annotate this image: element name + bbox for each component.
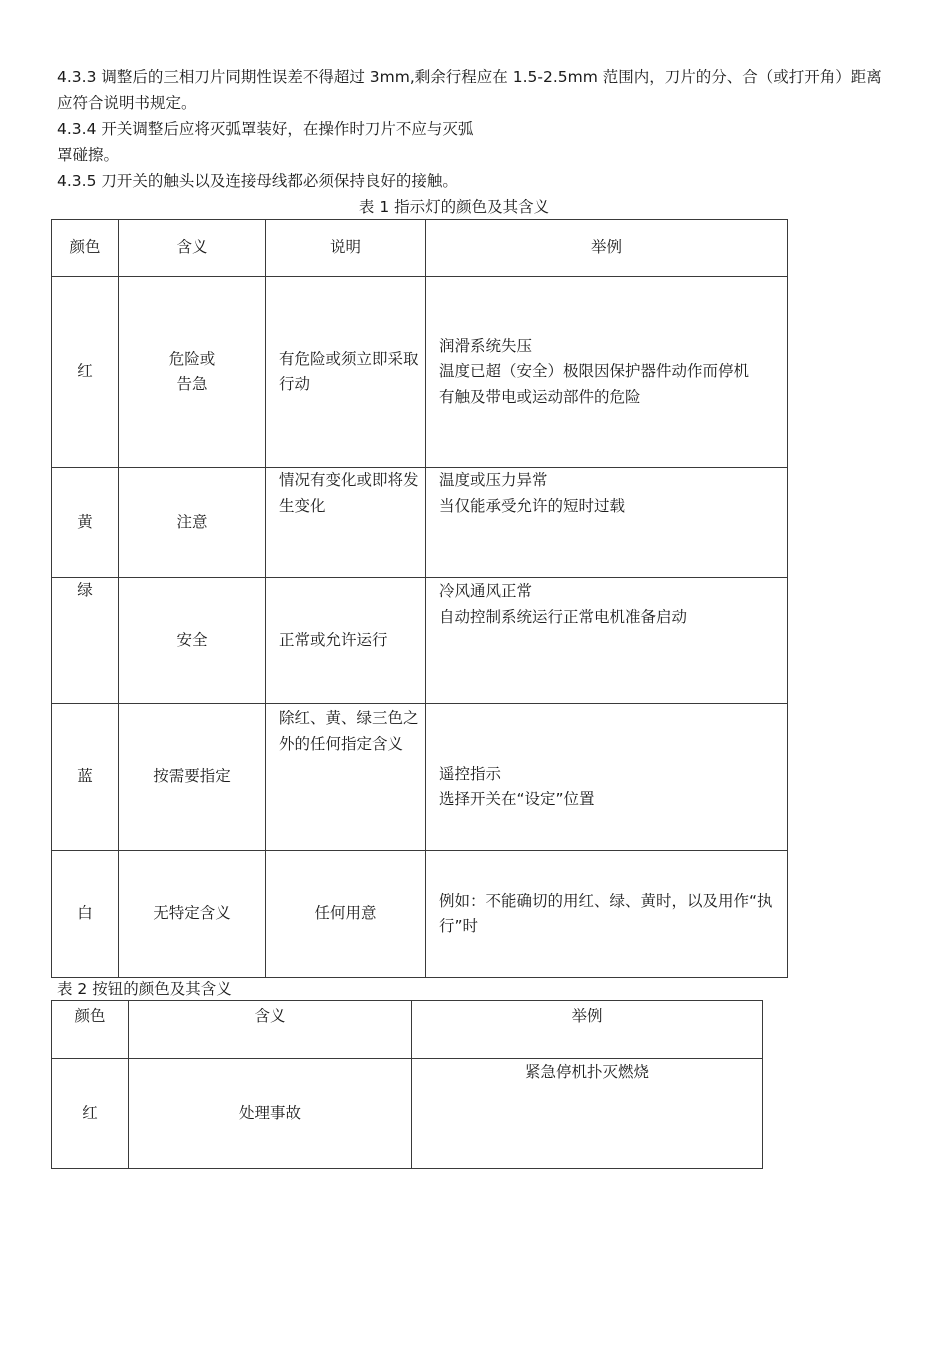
row-note: 任何用意 [266, 851, 426, 978]
table-row [52, 578, 788, 704]
paragraph-4-3-5: 4.3.5 刀开关的触头以及连接母线都必须保持良好的接触。 [57, 172, 458, 190]
row-examples [426, 578, 788, 704]
example-line: 润滑系统失压 [439, 336, 533, 355]
paragraph-4-3-3: 4.3.3 调整后的三相刀片同期性误差不得超过 3mm,剩余行程应在 1.5-2.5mm 范围内，刀片的分、合（或打开角）距离应符合说明书规定。 [57, 68, 882, 112]
example-line: 选择开关在“设定”位置 [439, 790, 595, 808]
example-line: 有触及带电或运动部件的危险 [439, 387, 641, 406]
example-line: 例如：不能确切的用红、绿、黄时，以及用作“执行”时 [439, 891, 773, 935]
row-meaning: 处理事故 [129, 1059, 412, 1169]
row-color: 红 [52, 1059, 129, 1169]
header-note: 说明 [266, 220, 426, 277]
meaning-line: 安全 [176, 630, 208, 649]
meaning-line: 注意 [176, 512, 208, 531]
row-note: 正常或允许运行 [266, 578, 426, 704]
table2-caption: 表 2 按钮的颜色及其含义 [57, 980, 232, 998]
table-row [52, 851, 788, 978]
header-meaning: 含义 [119, 220, 266, 277]
example-line: 遥控指示 [439, 764, 502, 783]
header-color: 颜色 [52, 220, 119, 277]
paragraph-4-3-4-line2: 罩碰擦。 [57, 146, 120, 164]
header-example: 举例 [412, 1001, 763, 1059]
row-examples [426, 704, 788, 851]
header-meaning: 含义 [129, 1001, 412, 1059]
row-color: 黄 [52, 468, 119, 578]
header-color: 颜色 [52, 1001, 129, 1059]
row-examples [426, 851, 788, 978]
table1-caption: 表 1 指示灯的颜色及其含义 [358, 198, 550, 216]
table1-header-row [52, 220, 788, 277]
row-meaning [119, 704, 266, 851]
table2-header-row [52, 1001, 763, 1059]
example-line: 自动控制系统运行正常电机准备启动 [439, 607, 688, 626]
example-line: 冷风通风正常 [439, 582, 533, 600]
paragraph-4-3-4-line1: 4.3.4 开关调整后应将灭弧罩装好，在操作时刀片不应与灭弧 [57, 120, 474, 138]
example-line: 温度已超（安全）极限因保护器件动作而停机 [439, 362, 750, 381]
table-row [52, 468, 788, 578]
indicator-light-table [51, 219, 788, 978]
example-line: 温度或压力异常 [439, 471, 548, 489]
button-color-table [51, 1000, 763, 1169]
row-meaning [119, 277, 266, 468]
row-examples [426, 468, 788, 578]
row-color: 红 [52, 277, 119, 468]
row-color: 蓝 [52, 704, 119, 851]
header-example: 举例 [426, 220, 788, 277]
row-meaning [119, 851, 266, 978]
example-line: 当仅能承受允许的短时过载 [439, 496, 626, 515]
table-row [52, 704, 788, 851]
row-note: 有危险或须立即采取行动 [266, 277, 426, 468]
row-example: 紧急停机扑灭燃烧 [412, 1059, 763, 1169]
table-row [52, 1059, 763, 1169]
meaning-line: 危险或 [168, 349, 216, 368]
meaning-line: 按需要指定 [153, 767, 231, 786]
meaning-line: 无特定含义 [153, 904, 231, 923]
row-examples [426, 277, 788, 468]
row-note: 情况有变化或即将发生变化 [266, 468, 426, 578]
row-color: 白 [52, 851, 119, 978]
row-color: 绿 [52, 578, 119, 704]
row-meaning [119, 578, 266, 704]
table-row [52, 277, 788, 468]
meaning-line: 告急 [176, 375, 208, 393]
row-note: 除红、黄、绿三色之外的任何指定含义 [266, 704, 426, 851]
row-meaning [119, 468, 266, 578]
